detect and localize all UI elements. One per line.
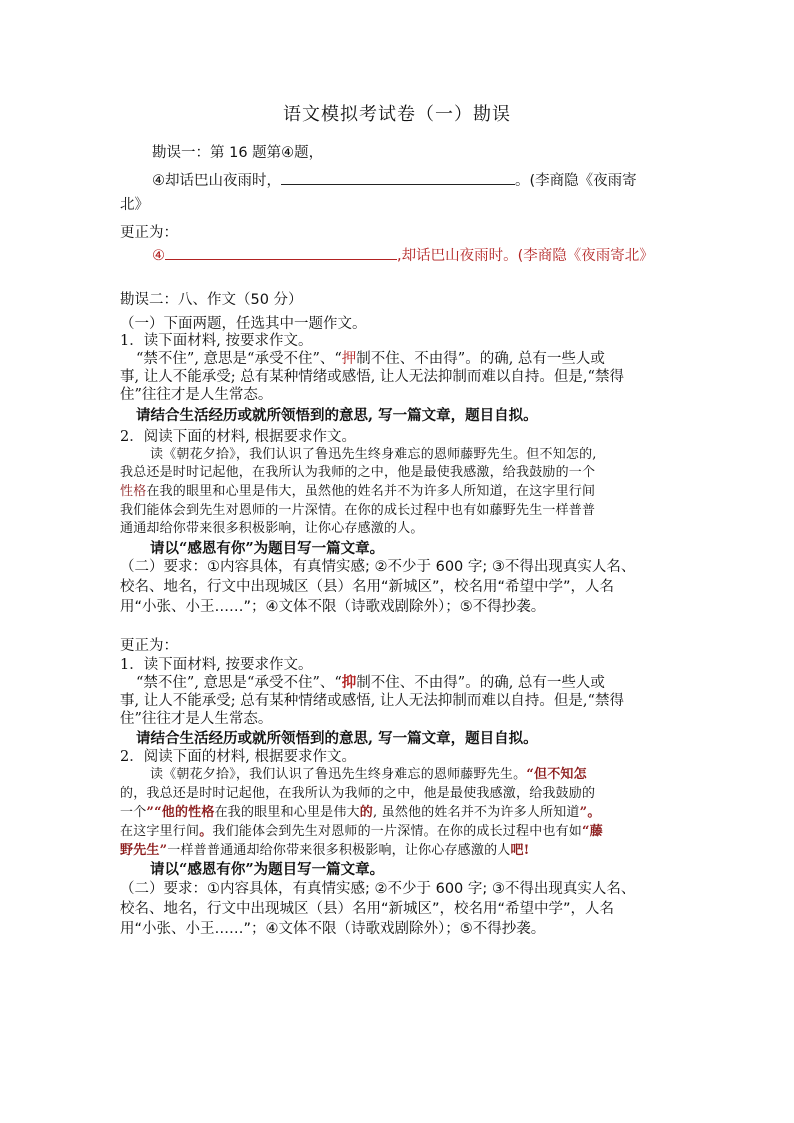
orig-requirements-line-3: 用“小张、小王……”；④文体不限（诗歌戏剧除外）；⑤不得抄袭。 (120, 599, 546, 615)
orig-item-2-line-4: 我们能体会到先生对恩师的一片深情。在你的成长过程中也有如藤野先生一样普普 (120, 503, 596, 518)
corrected-mark: “藤 (582, 824, 603, 839)
text: “禁不住”, 意思是“承受不住”、“ (136, 351, 342, 367)
fix-blank (165, 245, 397, 260)
orig-item-2-line-2: 我总还是时时记起他，在我所认为我师的之中，他是最使我感激，给我鼓励的一个 (120, 465, 596, 480)
erratum-1-heading: 勘误一：第 16 题第④题， (152, 145, 324, 161)
orig-item-2-line-5: 通通却给你带来很多积极影响，让你心存感激的人。 (120, 521, 424, 536)
text: 读《朝花夕拾》，我们认识了鲁迅先生终身难忘的恩师藤野先生。 (150, 767, 527, 782)
fixed-item-2-line-3 (120, 804, 601, 822)
error-char: 押 (341, 351, 357, 367)
orig-item-1-line-1 (136, 350, 605, 368)
answer-blank (281, 170, 515, 185)
orig-item-1-line-3: 住”往往才是人生常态。 (120, 387, 273, 403)
fixed-item-1-line-2: 事, 让人不能承受; 总有某种情绪或感悟, 让人无法抑制而难以自持。但是,“禁得 (120, 693, 624, 709)
orig-requirements-line-1: （二）要求：①内容具体，有真情实感; ②不少于 600 字; ③不得出现真实人名、 (120, 559, 636, 575)
text: “禁不住”, 意思是“承受不住”、“ (136, 675, 342, 691)
text: 一样普普通通却给你带来很多积极影响，让你心存感激的人 (167, 843, 511, 858)
fix-suffix: ,却话巴山夜雨时。(李商隐《夜雨寄北》 (397, 248, 654, 264)
erratum-1-fix-label: 更正为： (120, 225, 178, 241)
fixed-item-1-heading: 1．读下面材料, 按要求作文。 (120, 657, 313, 673)
erratum-2-fix-label: 更正为： (120, 638, 178, 654)
corrected-mark: 吧! (510, 843, 530, 858)
erratum-2-heading: 勘误二：八、作文（50 分） (120, 292, 303, 308)
fixed-item-2-requirement: 请以“感恩有你”为题目写一篇文章。 (150, 861, 385, 878)
orig-item-2-requirement: 请以“感恩有你”为题目写一篇文章。 (150, 540, 385, 557)
question-prefix: ④却话巴山夜雨时， (152, 173, 281, 189)
corrected-mark: 野先生” (120, 843, 168, 858)
corrected-mark: 。 (199, 824, 213, 839)
fixed-requirements-line-3: 用“小张、小王……”；④文体不限（诗歌戏剧除外）；⑤不得抄袭。 (120, 921, 546, 937)
text: 在我的眼里和心里是伟大，虽然他的姓名并不为许多人所知道，在这字里行间 (146, 484, 596, 499)
erratum-1-fix (152, 245, 654, 265)
fixed-item-2-line-4 (120, 823, 603, 841)
text: 我们能体会到先生对恩师的一片深情。在你的成长过程中也有如 (212, 824, 583, 839)
fixed-item-1-line-1 (136, 674, 605, 692)
text: 在我的眼里和心里是伟大 (214, 805, 360, 820)
fixed-item-2-heading: 2．阅读下面的材料, 根据要求作文。 (120, 749, 356, 765)
corrected-mark: ”“他的性格 (146, 805, 215, 820)
question-suffix: 。(李商隐《夜雨寄 (515, 173, 637, 189)
erratum-1-question (152, 170, 637, 190)
fix-number: ④ (152, 248, 165, 264)
orig-item-1-requirement: 请结合生活经历或就所领悟到的意思, 写一篇文章，题目自拟。 (136, 407, 538, 424)
fixed-requirements-line-2: 校名、地名，行文中出现城区（县）名用“新城区”，校名用“希望中学”，人名 (120, 901, 615, 917)
page-title: 语文模拟考试卷（一）勘误 (283, 104, 511, 125)
error-word: 性格 (120, 484, 147, 499)
fixed-requirements-line-1: （二）要求：①内容具体，有真情实感; ②不少于 600 字; ③不得出现真实人名、 (120, 881, 636, 897)
corrected-mark: “但不知怎 (526, 767, 587, 782)
text: , 虽然他的姓名并不为许多人所知道 (372, 805, 580, 820)
text: 制不住、不由得”。的确, 总有一些人或 (356, 675, 605, 691)
fixed-item-1-line-3: 住”往往才是人生常态。 (120, 711, 273, 727)
corrected-char: 抑 (341, 674, 357, 691)
fixed-item-1-requirement: 请结合生活经历或就所领悟到的意思, 写一篇文章，题目自拟。 (136, 730, 538, 747)
text: 制不住、不由得”。的确, 总有一些人或 (356, 351, 605, 367)
orig-requirements-line-2: 校名、地名，行文中出现城区（县）名用“新城区”，校名用“希望中学”，人名 (120, 579, 615, 595)
erratum-1-question-cont: 北》 (120, 197, 149, 213)
text: 在这字里行间 (120, 824, 200, 839)
text: 一个 (120, 805, 147, 820)
fixed-item-2-line-5 (120, 842, 530, 860)
erratum-2-intro: （一）下面两题，任选其中一题作文。 (120, 316, 367, 332)
corrected-mark: 的 (359, 805, 373, 820)
orig-item-2-line-1: 读《朝花夕拾》，我们认识了鲁迅先生终身难忘的恩师藤野先生。但不知怎的, (150, 447, 597, 462)
fixed-item-2-line-2: 的，我总还是时时记起他，在我所认为我师的之中，他是最使我感激，给我鼓励的 (120, 786, 596, 801)
orig-item-2-line-3 (120, 483, 595, 501)
orig-item-1-line-2: 事, 让人不能承受; 总有某种情绪或感悟, 让人无法抑制而难以自持。但是,“禁得 (120, 369, 624, 385)
fixed-item-2-line-1 (150, 766, 587, 784)
orig-item-2-heading: 2．阅读下面的材料, 根据要求作文。 (120, 429, 356, 445)
corrected-mark: ”。 (579, 805, 601, 820)
orig-item-1-heading: 1．读下面材料, 按要求作文。 (120, 333, 313, 349)
